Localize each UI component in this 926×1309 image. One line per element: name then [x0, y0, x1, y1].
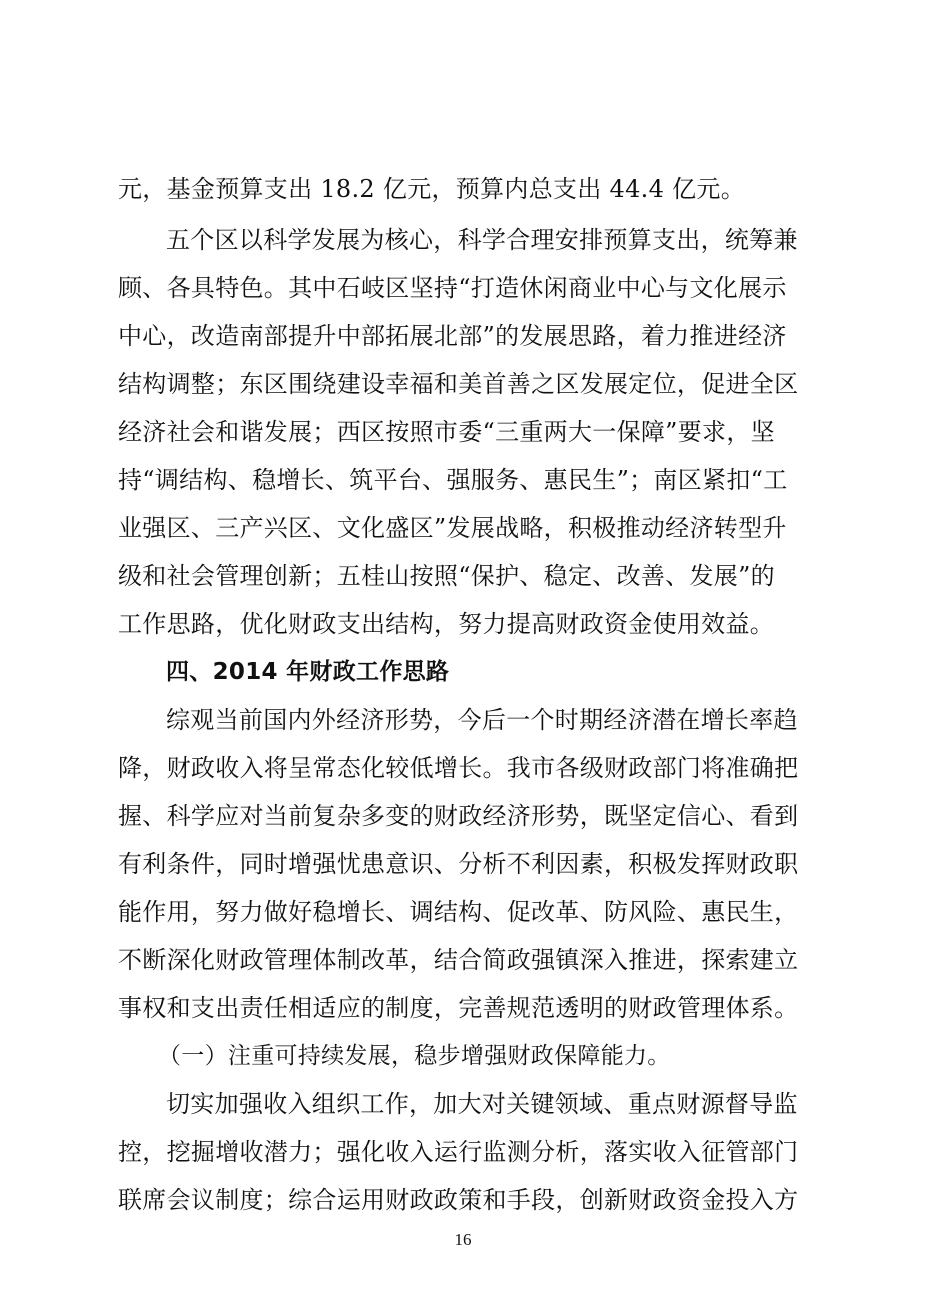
section-heading: 四、2014 年财政工作思路 [166, 659, 450, 685]
text-line: 元，基金预算支出 18.2 亿元，预算内总支出 44.4 亿元。 [118, 175, 745, 203]
text-line: 中心，改造南部提升中部拓展北部”的发展思路，着力推进经济 [118, 322, 787, 350]
paragraph-start-line: 五个区以科学发展为核心，科学合理安排预算支出，统筹兼 [166, 226, 798, 254]
text-line: 有利条件，同时增强忧患意识、分析不利因素，积极发挥财政职 [118, 850, 799, 878]
paragraph-start-line: 切实加强收入组织工作，加大对关键领域、重点财源督导监 [166, 1090, 798, 1118]
text-line: 不断深化财政管理体制改革，结合简政强镇深入推进，探索建立 [118, 946, 799, 974]
text-line: 工作思路，优化财政支出结构，努力提高财政资金使用效益。 [118, 610, 775, 638]
text-line: 顾、各具特色。其中石岐区坚持“打造休闲商业中心与文化展示 [118, 274, 787, 302]
text-line: 持“调结构、稳增长、筑平台、强服务、惠民生”；南区紧扣“工 [118, 466, 788, 494]
text-line: 级和社会管理创新；五桂山按照“保护、稳定、改善、发展”的 [118, 562, 775, 590]
text-line: 业强区、三产兴区、文化盛区”发展战略，积极推动经济转型升 [118, 514, 787, 542]
text-line: 能作用，努力做好稳增长、调结构、促改革、防风险、惠民生， [118, 898, 799, 926]
text-line: 结构调整；东区围绕建设幸福和美首善之区发展定位，促进全区 [118, 370, 799, 398]
text-line: 控，挖掘增收潜力；强化收入运行监测分析，落实收入征管部门 [118, 1138, 799, 1166]
subsection-heading: （一）注重可持续发展，稳步增强财政保障能力。 [158, 1043, 671, 1069]
paragraph-start-line: 综观当前国内外经济形势，今后一个时期经济潜在增长率趋 [166, 706, 798, 734]
text-line: 联席会议制度；综合运用财政政策和手段，创新财政资金投入方 [118, 1186, 799, 1214]
text-line: 握、科学应对当前复杂多变的财政经济形势，既坚定信心、看到 [118, 802, 799, 830]
text-line: 降，财政收入将呈常态化较低增长。我市各级财政部门将准确把 [118, 754, 799, 782]
text-line: 事权和支出责任相适应的制度，完善规范透明的财政管理体系。 [118, 994, 799, 1022]
page-number: 16 [454, 1230, 472, 1249]
text-line: 经济社会和谐发展；西区按照市委“三重两大一保障”要求，坚 [118, 418, 775, 446]
